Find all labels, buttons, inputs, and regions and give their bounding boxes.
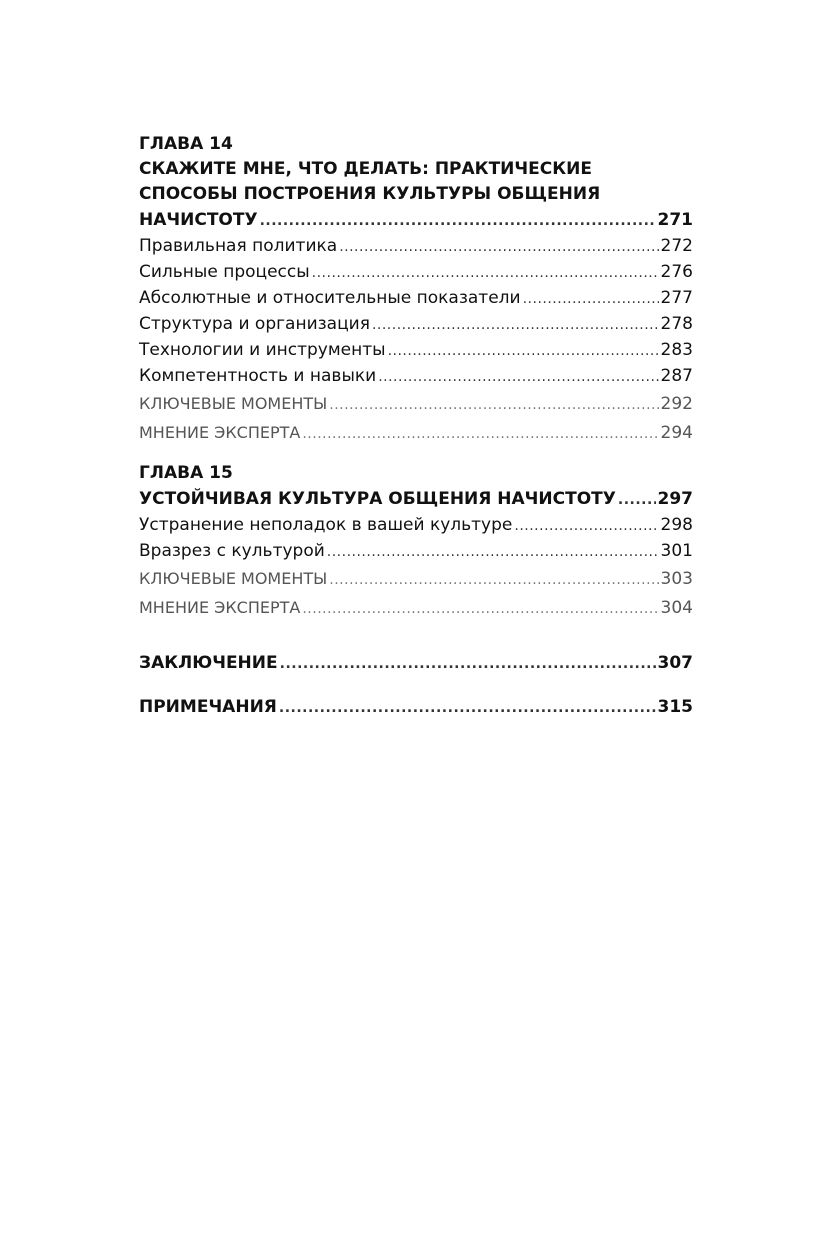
entry-label: КЛЮЧЕВЫЕ МОМЕНТЫ [139,569,328,588]
key-points-entry[interactable] [139,389,693,418]
page-number: 276 [660,262,693,282]
dot-leader [302,595,658,624]
entry-label: Структура и организация [139,314,370,334]
chapter-14-title-line-2: СПОСОБЫ ПОСТРОЕНИЯ КУЛЬТУРЫ ОБЩЕНИЯ [139,184,601,204]
dot-leader [329,391,658,420]
dot-leader [327,539,659,565]
expert-opinion-entry[interactable] [139,418,693,447]
page-number: 304 [660,598,693,618]
notes-entry[interactable] [139,694,693,720]
toc-entry[interactable] [139,538,693,564]
entry-label: Вразрез с культурой [139,541,325,561]
toc-entry[interactable] [139,363,693,389]
chapter-14-title-entry[interactable] [139,207,693,233]
chapter-15-title-entry[interactable] [139,486,693,512]
entry-label: МНЕНИЕ ЭКСПЕРТА [139,598,301,617]
page-number: 287 [660,366,693,386]
dot-leader [312,260,659,286]
toc-entry[interactable] [139,337,693,363]
entry-label: УСТОЙЧИВАЯ КУЛЬТУРА ОБЩЕНИЯ НАЧИСТОТУ [139,489,616,509]
dot-leader [279,695,656,721]
spacer [139,622,693,650]
toc-entry[interactable] [139,311,693,337]
entry-label: Абсолютные и относительные показатели [139,288,521,308]
page-number: 297 [657,489,693,509]
chapter-15-label: ГЛАВА 15 [139,463,233,483]
conclusion-entry[interactable] [139,650,693,676]
page-number: 294 [660,423,693,443]
entry-label: НАЧИСТОТУ [139,210,258,230]
page-number: 283 [660,340,693,360]
entry-label: Технологии и инструменты [139,340,386,360]
expert-opinion-entry[interactable] [139,593,693,622]
table-of-contents [139,132,693,720]
dot-leader [388,338,659,364]
dot-leader [514,513,658,539]
page-number: 277 [660,288,693,308]
dot-leader [372,312,659,338]
page-number: 278 [660,314,693,334]
page-number: 298 [660,515,693,535]
page-number: 272 [660,236,693,256]
chapter-14-label: ГЛАВА 14 [139,134,233,154]
page-number: 315 [657,697,693,717]
entry-label: Сильные процессы [139,262,310,282]
page-number: 307 [657,653,693,673]
dot-leader [280,651,656,677]
key-points-entry[interactable] [139,564,693,593]
toc-entry[interactable] [139,259,693,285]
dot-leader [302,420,658,449]
toc-entry[interactable] [139,512,693,538]
entry-label: ЗАКЛЮЧЕНИЕ [139,653,278,673]
entry-label: ПРИМЕЧАНИЯ [139,697,277,717]
entry-label: Правильная политика [139,236,338,256]
entry-label: КЛЮЧЕВЫЕ МОМЕНТЫ [139,394,328,413]
entry-label: МНЕНИЕ ЭКСПЕРТА [139,423,301,442]
toc-entry[interactable] [139,285,693,311]
spacer [139,447,693,461]
dot-leader [260,208,656,234]
dot-leader [378,364,658,390]
entry-label: Устранение неполадок в вашей культуре [139,515,513,535]
page-number: 271 [657,210,693,230]
toc-entry[interactable] [139,233,693,259]
page-number: 301 [660,541,693,561]
chapter-14-title-line-1: СКАЖИТЕ МНЕ, ЧТО ДЕЛАТЬ: ПРАКТИЧЕСКИЕ [139,159,592,179]
entry-label: Компетентность и навыки [139,366,377,386]
page-number: 292 [660,394,693,414]
dot-leader [329,566,658,595]
page-number: 303 [660,569,693,589]
dot-leader [339,234,658,260]
dot-leader [618,487,656,513]
dot-leader [523,286,659,312]
spacer [139,676,693,694]
